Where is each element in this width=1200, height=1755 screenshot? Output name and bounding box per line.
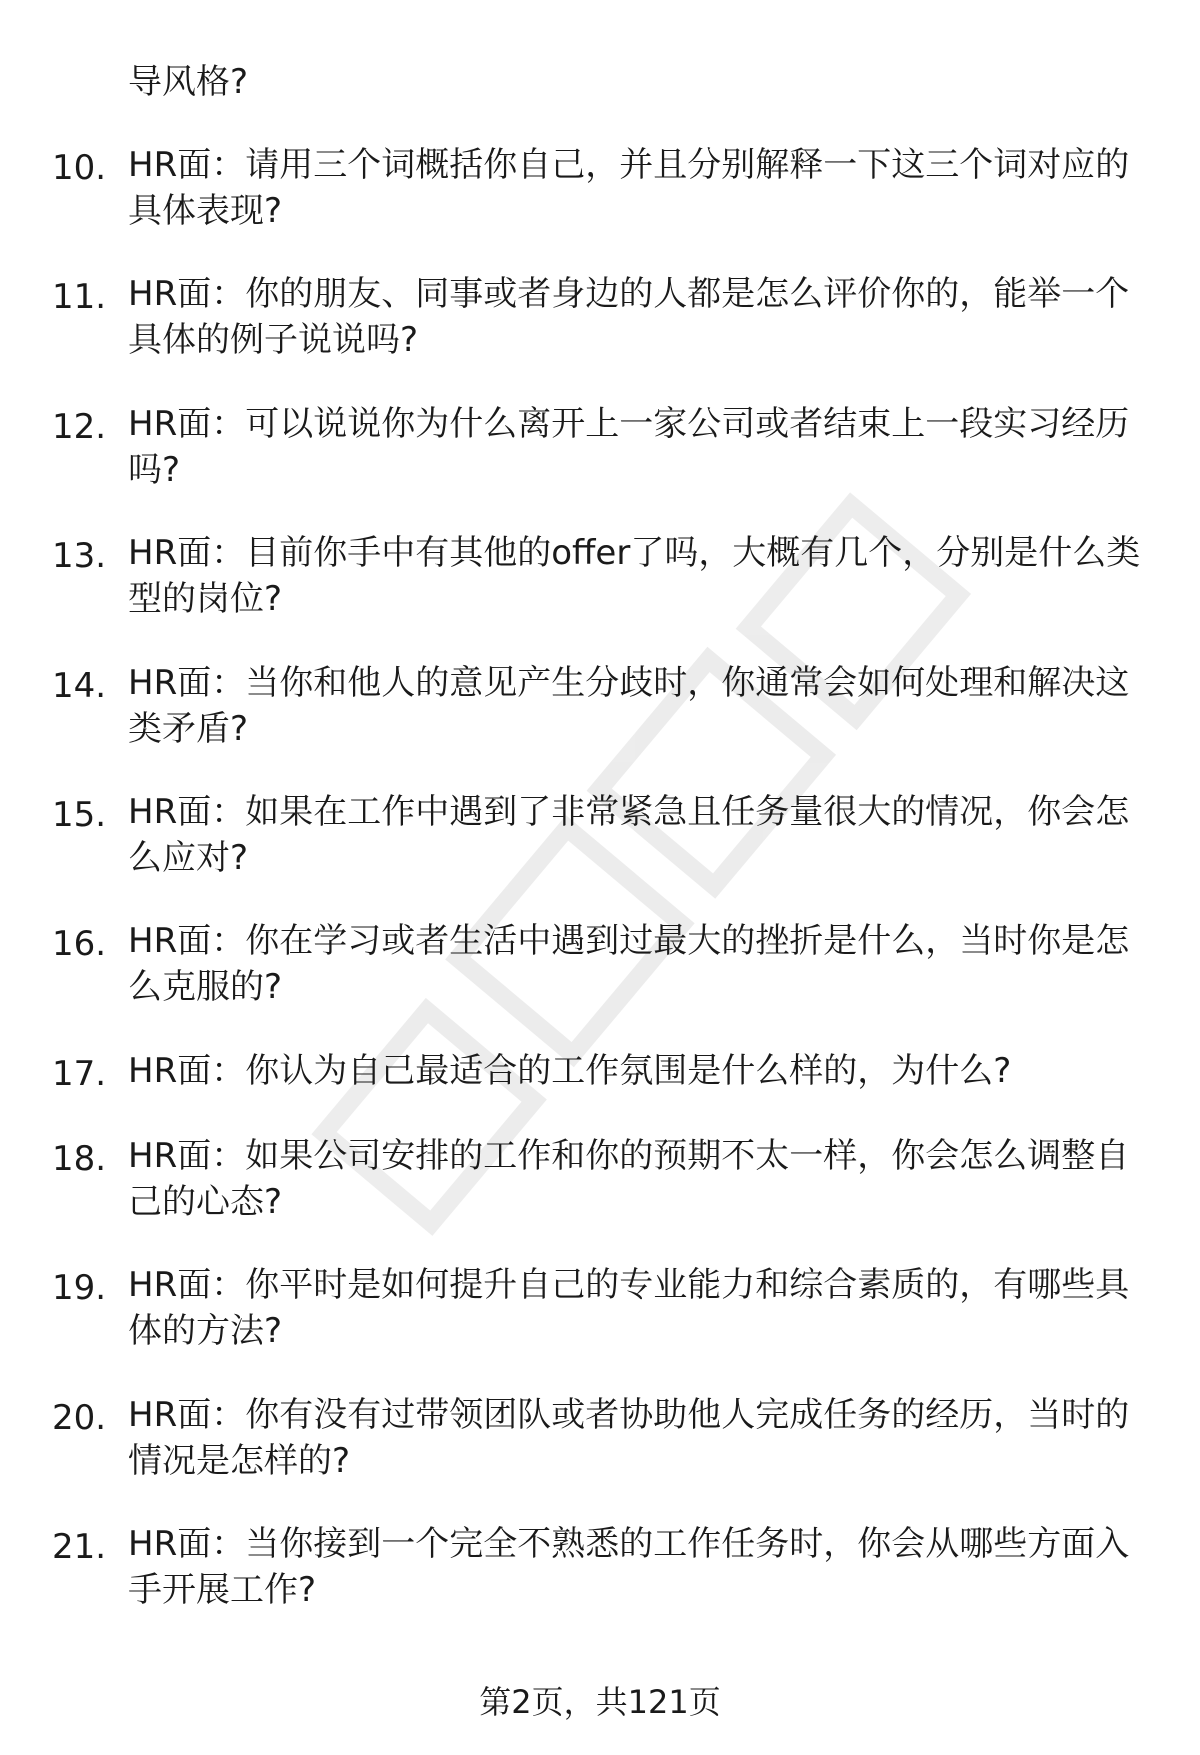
question-text: HR面：请用三个词概括你自己，并且分别解释一下这三个词对应的具体表现? (128, 145, 1130, 231)
question-text: HR面：你有没有过带领团队或者协助他人完成任务的经历，当时的情况是怎样的? (128, 1394, 1130, 1481)
question-number: 13. (52, 536, 107, 577)
question-text: HR面：你的朋友、同事或者身边的人都是怎么评价你的，能举一个具体的例子说说吗? (128, 274, 1130, 361)
question-number: 16. (52, 924, 107, 965)
question-text: HR面：目前你手中有其他的offer了吗，大概有几个，分别是什么类型的岗位? (128, 533, 1141, 620)
question-item (0, 1505, 1200, 1634)
question-item (0, 1032, 1200, 1117)
question-number: 18. (52, 1138, 107, 1179)
question-item (0, 385, 1200, 514)
question-text: HR面：可以说说你为什么离开上一家公司或者结束上一段实习经历吗? (128, 403, 1130, 490)
question-item (0, 1246, 1200, 1375)
question-item (0, 126, 1200, 255)
question-number: 19. (52, 1268, 107, 1309)
question-text: HR面：当你接到一个完全不熟悉的工作任务时，你会从哪些方面入手开展工作? (128, 1523, 1130, 1610)
question-number: 17. (52, 1053, 107, 1094)
question-text: HR面：你认为自己最适合的工作氛围是什么样的，为什么? (128, 1050, 1012, 1091)
question-text: HR面：如果在工作中遇到了非常紧急且任务量很大的情况，你会怎么应对? (128, 791, 1130, 878)
question-number: 15. (52, 794, 107, 835)
question-text: HR面：如果公司安排的工作和你的预期不太一样，你会怎么调整自己的心态? (128, 1135, 1130, 1222)
question-item (0, 644, 1200, 773)
question-number: 14. (52, 665, 107, 706)
continued-question-text: 导风格? (128, 62, 249, 102)
question-item (0, 773, 1200, 902)
question-number: 12. (52, 406, 107, 447)
question-number: 21. (52, 1526, 107, 1567)
question-list (0, 126, 1200, 1634)
question-text: HR面：你平时是如何提升自己的专业能力和综合素质的，有哪些具体的方法? (128, 1265, 1130, 1352)
question-number: 10. (52, 148, 107, 188)
question-text: HR面：当你和他人的意见产生分歧时，你通常会如何处理和解决这类矛盾? (128, 662, 1130, 749)
question-item (0, 1376, 1200, 1505)
question-text: HR面：你在学习或者生活中遇到过最大的挫折是什么，当时你是怎么克服的? (128, 921, 1130, 1008)
question-item (0, 255, 1200, 384)
question-item (0, 1117, 1200, 1246)
page-indicator: 第2页，共121页 (479, 1683, 721, 1721)
question-item (0, 514, 1200, 643)
question-number: 20. (52, 1397, 107, 1438)
question-number: 11. (52, 277, 107, 318)
question-item (0, 902, 1200, 1031)
